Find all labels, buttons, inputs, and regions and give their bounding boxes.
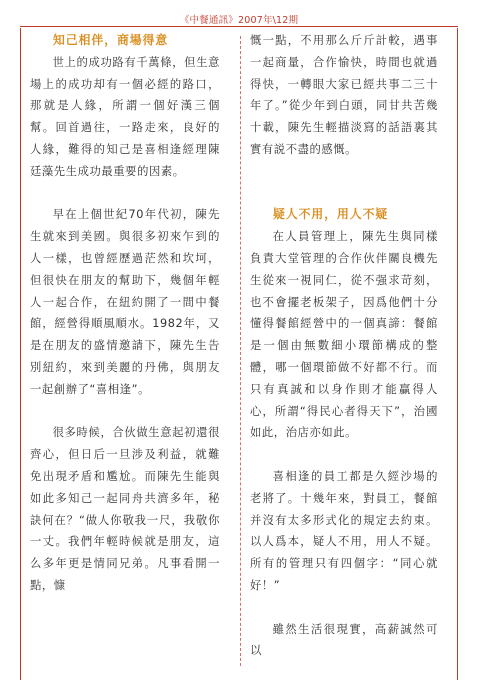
paragraph: 早在上個世紀70年代初，陳先生就來到美國。與很多初來乍到的人一樣，也曾經歷過茫然和坎坷，但很快在朋友的幫助下，幾個年輕人一起合作，在紐約開了一間中餐館，經營得順風順水。1982年，又是在朋友的盛情邀請下，陳先生告別紐約，來到美麗的丹佛，與朋友一起創辦了“喜相逢”。 — [30, 208, 220, 396]
paragraph-spacer — [250, 183, 438, 205]
paragraph: 在人員管理上，陳先生與同樣負責大堂管理的合作伙伴關良機先生從來一視同仁，從不强求苛刻，也不會擺老板架子，因爲他們十分懂得餐館經營中的一個真諦：餐館是一個由無數細小環節構成的整體，哪一個環節做不好都不行。而只有真誠和以身作則才能贏得人心，所謂“得民心者得天下”，治國如此，治店亦如此。 — [250, 230, 438, 440]
right-column — [250, 30, 438, 662]
left-column — [30, 30, 220, 597]
paragraph-spacer — [250, 444, 438, 466]
section-heading-1: 知己相伴，商場得意 — [53, 33, 169, 47]
publication-title: 《中餐通訊》2007年\12期 — [179, 15, 299, 26]
right-border-line — [457, 28, 458, 680]
left-border-line — [20, 28, 21, 680]
paragraph-spacer — [30, 401, 220, 423]
paragraph-spacer — [250, 161, 438, 183]
header-rule — [20, 26, 458, 27]
paragraph: 喜相逢的員工都是久經沙場的老將了。十幾年來，對員工，餐館并沒有太多形式化的規定去約束。以人爲本，疑人不用，用人不疑。所有的管理只有四個字：“同心就好！” — [250, 469, 438, 592]
paragraph: 很多時候，合伙做生意起初還很齊心，但日后一旦涉及利益，就難免出現矛盾和尷尬。而陳先生能與如此多知己一起同舟共濟多年，秘訣何在？“做人你敬我一尺，我敬你一丈。我們年輕時候就是朋友，這么多年更是情同兄弟。凡事看開一點，慷 — [30, 426, 220, 592]
section-heading-2: 疑人不用，用人不疑 — [273, 207, 389, 222]
paragraph: 雖然生活很現實，高薪誠然可以 — [250, 622, 438, 658]
paragraph-spacer — [30, 183, 220, 205]
paragraph-spacer — [250, 597, 438, 619]
paragraph-continuation: 慨一點，不用那么斤斤計較，遇事一起商量，合作愉快，時間也就過得快，一轉眼大家已經共事二三十年了。”從少年到白頭，同甘共苦幾十載，陳先生輕描淡寫的話語裏其實有説不盡的感慨。 — [250, 34, 438, 156]
paragraph: 世上的成功路有千萬條，但生意場上的成功却有一個必經的路口，那就是人緣，所謂一個好漢三個幫。回首過往，一路走來，良好的人緣，難得的知己是喜相逢經理陳廷藻先生成功最重要的因素。 — [30, 55, 220, 178]
column-divider — [240, 36, 241, 666]
